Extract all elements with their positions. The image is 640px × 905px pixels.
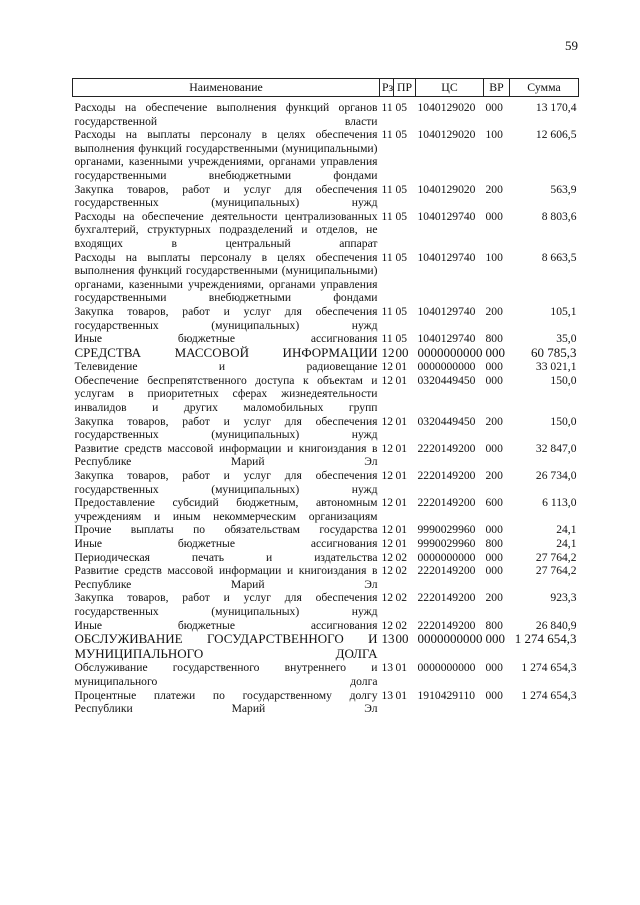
cell-vr: 800 — [485, 618, 503, 632]
cell-cs: 0320449450 — [417, 414, 476, 428]
cell-rz: 12 — [381, 414, 394, 428]
cell-vr: 000 — [485, 209, 503, 223]
cell-rz: 12 — [381, 469, 394, 483]
cell-name: Иные бюджетные ассигнования — [74, 332, 378, 346]
budget-table — [72, 78, 579, 716]
cell-name: Закупка товаров, работ и услуг для обеспечения государственных (муниципальных) нужд — [74, 414, 378, 442]
cell-sum: 60 785,3 — [531, 344, 577, 360]
table-row — [73, 619, 579, 633]
cell-pr: 02 — [395, 550, 408, 564]
table-row — [73, 551, 579, 565]
cell-cs: 0000000000 — [417, 631, 483, 647]
cell-sum: 105,1 — [550, 304, 577, 318]
cell-pr: 05 — [395, 182, 408, 196]
header-name: Наименование — [73, 79, 380, 97]
cell-vr: 000 — [485, 564, 503, 578]
table-row — [73, 564, 579, 591]
cell-pr: 01 — [395, 414, 408, 428]
cell-vr: 000 — [485, 631, 505, 647]
cell-name: Расходы на выплаты персоналу в целях обеспечения выполнения функций государственными (муниципальными) органами, казенными учреждениями, органами управления государственными внебюджетными фондами — [74, 128, 378, 182]
cell-name: Обслуживание государственного внутреннего и муниципального долга — [74, 661, 378, 688]
cell-cs: 0320449450 — [417, 373, 476, 387]
cell-name: Закупка товаров, работ и услуг для обеспечения государственных (муниципальных) нужд — [74, 469, 378, 496]
cell-pr: 01 — [395, 523, 408, 537]
header-vr: ВР — [484, 79, 510, 97]
section-row — [73, 346, 579, 361]
cell-name: Иные бюджетные ассигнования — [74, 618, 378, 632]
cell-sum: 12 606,5 — [535, 128, 577, 142]
section-row — [73, 632, 579, 661]
table-row — [73, 97, 579, 129]
cell-sum: 1 274 654,3 — [521, 661, 577, 675]
cell-vr: 000 — [485, 661, 503, 675]
cell-sum: 32 847,0 — [535, 441, 577, 455]
cell-vr: 600 — [485, 496, 503, 510]
cell-cs: 2220149200 — [417, 469, 476, 483]
cell-rz: 11 — [381, 304, 393, 318]
cell-sum: 24,1 — [556, 523, 577, 537]
cell-name: Процентные платежи по государственному долгу Республики Марий Эл — [74, 688, 378, 716]
cell-rz: 12 — [381, 550, 394, 564]
cell-vr: 200 — [485, 304, 503, 318]
table-body — [73, 97, 579, 716]
cell-cs: 0000000000 — [417, 550, 476, 564]
cell-rz: 12 — [381, 360, 394, 374]
cell-sum: 1 274 654,3 — [514, 631, 577, 647]
cell-cs: 1040129740 — [417, 304, 476, 318]
cell-vr: 000 — [485, 523, 503, 537]
cell-vr: 000 — [485, 688, 503, 702]
cell-pr: 01 — [395, 496, 408, 510]
cell-rz: 11 — [381, 209, 393, 223]
cell-sum: 6 113,0 — [542, 496, 577, 510]
cell-rz: 12 — [381, 537, 394, 550]
header-sum: Сумма — [510, 79, 579, 97]
cell-cs: 1040129020 — [417, 101, 476, 114]
cell-cs: 1910429110 — [417, 688, 476, 702]
cell-cs: 2220149200 — [417, 496, 476, 510]
table-row — [73, 469, 579, 496]
cell-rz: 11 — [381, 128, 393, 142]
cell-sum: 563,9 — [550, 182, 577, 196]
cell-pr: 01 — [395, 537, 408, 550]
cell-cs: 2220149200 — [417, 441, 476, 455]
cell-vr: 800 — [485, 332, 503, 346]
cell-rz: 12 — [381, 523, 394, 537]
cell-sum: 35,0 — [556, 332, 577, 346]
cell-name: Развитие средств массовой информации и книгоиздания в Республике Марий Эл — [74, 564, 378, 591]
cell-pr: 05 — [395, 332, 408, 346]
cell-vr: 200 — [485, 591, 503, 605]
cell-vr: 200 — [485, 414, 503, 428]
cell-cs: 0000000000 — [417, 344, 483, 360]
table-row — [73, 251, 579, 305]
cell-sum: 1 274 654,3 — [521, 688, 577, 702]
cell-rz: 11 — [381, 182, 393, 196]
cell-name: Периодическая печать и издательства — [74, 550, 378, 564]
cell-pr: 01 — [395, 441, 408, 455]
cell-cs: 1040129740 — [417, 332, 476, 346]
cell-pr: 02 — [395, 591, 408, 605]
cell-rz: 12 — [381, 564, 394, 578]
cell-rz: 11 — [381, 332, 393, 346]
cell-sum: 27 764,2 — [535, 550, 577, 564]
table-header-row — [73, 79, 579, 97]
cell-pr: 05 — [395, 304, 408, 318]
cell-cs: 0000000000 — [417, 360, 476, 374]
cell-cs: 9990029960 — [417, 537, 476, 550]
cell-rz: 11 — [381, 101, 393, 114]
cell-cs: 1040129020 — [417, 128, 476, 142]
cell-rz: 12 — [381, 344, 395, 360]
cell-pr: 02 — [395, 618, 408, 632]
cell-cs: 1040129020 — [417, 182, 476, 196]
table-row — [73, 415, 579, 442]
cell-name: Развитие средств массовой информации и книгоиздания в Республике Марий Эл — [74, 441, 378, 469]
cell-cs: 1040129740 — [417, 209, 476, 223]
cell-pr: 05 — [395, 209, 408, 223]
cell-pr: 05 — [395, 101, 408, 114]
cell-vr: 000 — [485, 550, 503, 564]
cell-pr: 05 — [395, 250, 408, 264]
table-row — [73, 442, 579, 469]
table-row — [73, 689, 579, 716]
table-row — [73, 661, 579, 688]
cell-vr: 000 — [485, 344, 505, 360]
cell-vr: 200 — [485, 469, 503, 483]
cell-rz: 12 — [381, 441, 394, 455]
cell-sum: 150,0 — [550, 373, 577, 387]
table-row — [73, 305, 579, 332]
cell-name: Телевидение и радиовещание — [74, 360, 378, 374]
cell-rz: 12 — [381, 373, 394, 387]
cell-name: Предоставление субсидий бюджетным, автономным учреждениям и иным некоммерческим организациям — [74, 496, 378, 523]
cell-rz: 12 — [381, 618, 394, 632]
table-row — [73, 591, 579, 618]
cell-vr: 100 — [485, 250, 503, 264]
cell-name: Закупка товаров, работ и услуг для обеспечения государственных (муниципальных) нужд — [74, 591, 378, 618]
table-row — [73, 332, 579, 346]
cell-cs: 2220149200 — [417, 591, 476, 605]
cell-sum: 24,1 — [556, 537, 577, 550]
cell-sum: 33 021,1 — [535, 360, 577, 374]
table-row — [73, 496, 579, 523]
cell-name: Закупка товаров, работ и услуг для обеспечения государственных (муниципальных) нужд — [74, 182, 378, 210]
cell-pr: 01 — [395, 661, 408, 675]
cell-name: СРЕДСТВА МАССОВОЙ ИНФОРМАЦИИ — [74, 344, 378, 360]
cell-vr: 000 — [485, 441, 503, 455]
cell-name: Расходы на выплаты персоналу в целях обеспечения выполнения функций государственными (муниципальными) органами, казенными учреждениями, органами управления государственными внебюджетными фондами — [74, 250, 378, 305]
cell-vr: 000 — [485, 360, 503, 374]
cell-name: Иные бюджетные ассигнования — [74, 537, 378, 550]
header-rz: Рз — [380, 79, 394, 97]
table-row — [73, 128, 579, 182]
cell-vr: 000 — [485, 373, 503, 387]
cell-pr: 01 — [395, 360, 408, 374]
table-row — [73, 523, 579, 537]
cell-cs: 2220149200 — [417, 564, 476, 578]
cell-name: Расходы на обеспечение деятельности централизованных бухгалтерий, структурных подразделений и отделов, не входящих в центральный аппарат — [74, 209, 378, 250]
cell-sum: 923,3 — [550, 591, 577, 605]
header-cs: ЦС — [416, 79, 484, 97]
cell-cs: 0000000000 — [417, 661, 476, 675]
cell-cs: 9990029960 — [417, 523, 476, 537]
cell-sum: 13 170,4 — [535, 101, 577, 114]
cell-pr: 02 — [395, 564, 408, 578]
cell-sum: 27 764,2 — [535, 564, 577, 578]
cell-pr: 00 — [395, 344, 409, 360]
cell-name: Закупка товаров, работ и услуг для обеспечения государственных (муниципальных) нужд — [74, 304, 378, 332]
cell-vr: 100 — [485, 128, 503, 142]
table-row — [73, 183, 579, 210]
cell-rz: 12 — [381, 496, 394, 510]
cell-sum: 8 803,6 — [541, 209, 577, 223]
cell-rz: 13 — [381, 688, 394, 702]
cell-vr: 800 — [485, 537, 503, 550]
table-row — [73, 537, 579, 551]
cell-sum: 8 663,5 — [541, 250, 577, 264]
cell-cs: 1040129740 — [417, 250, 476, 264]
cell-sum: 26 840,9 — [535, 618, 577, 632]
cell-name: Прочие выплаты по обязательствам государства — [74, 523, 378, 537]
cell-pr: 05 — [395, 128, 408, 142]
cell-name: Обеспечение беспрепятственного доступа к объектам и услугам в приоритетных сферах жизнедеятельности инвалидов и других маломобильных групп — [74, 373, 378, 415]
cell-rz: 13 — [381, 661, 394, 675]
cell-cs: 2220149200 — [417, 618, 476, 632]
header-pr: ПР — [394, 79, 416, 97]
cell-sum: 26 734,0 — [535, 469, 577, 483]
table-row — [73, 210, 579, 251]
cell-vr: 000 — [485, 101, 503, 114]
cell-name: ОБСЛУЖИВАНИЕ ГОСУДАРСТВЕННОГО И МУНИЦИПАЛЬНОГО ДОЛГА — [74, 631, 378, 661]
table-row — [73, 374, 579, 415]
cell-name: Расходы на обеспечение выполнения функций органов государственной власти — [74, 101, 378, 128]
cell-rz: 11 — [381, 250, 393, 264]
cell-rz: 12 — [381, 591, 394, 605]
cell-pr: 01 — [395, 373, 408, 387]
cell-rz: 13 — [381, 631, 395, 647]
table-row — [73, 360, 579, 374]
page-number: 59 — [565, 38, 578, 53]
cell-pr: 01 — [395, 469, 408, 483]
cell-pr: 01 — [395, 688, 408, 702]
cell-sum: 150,0 — [550, 414, 577, 428]
cell-vr: 200 — [485, 182, 503, 196]
cell-pr: 00 — [395, 631, 409, 647]
